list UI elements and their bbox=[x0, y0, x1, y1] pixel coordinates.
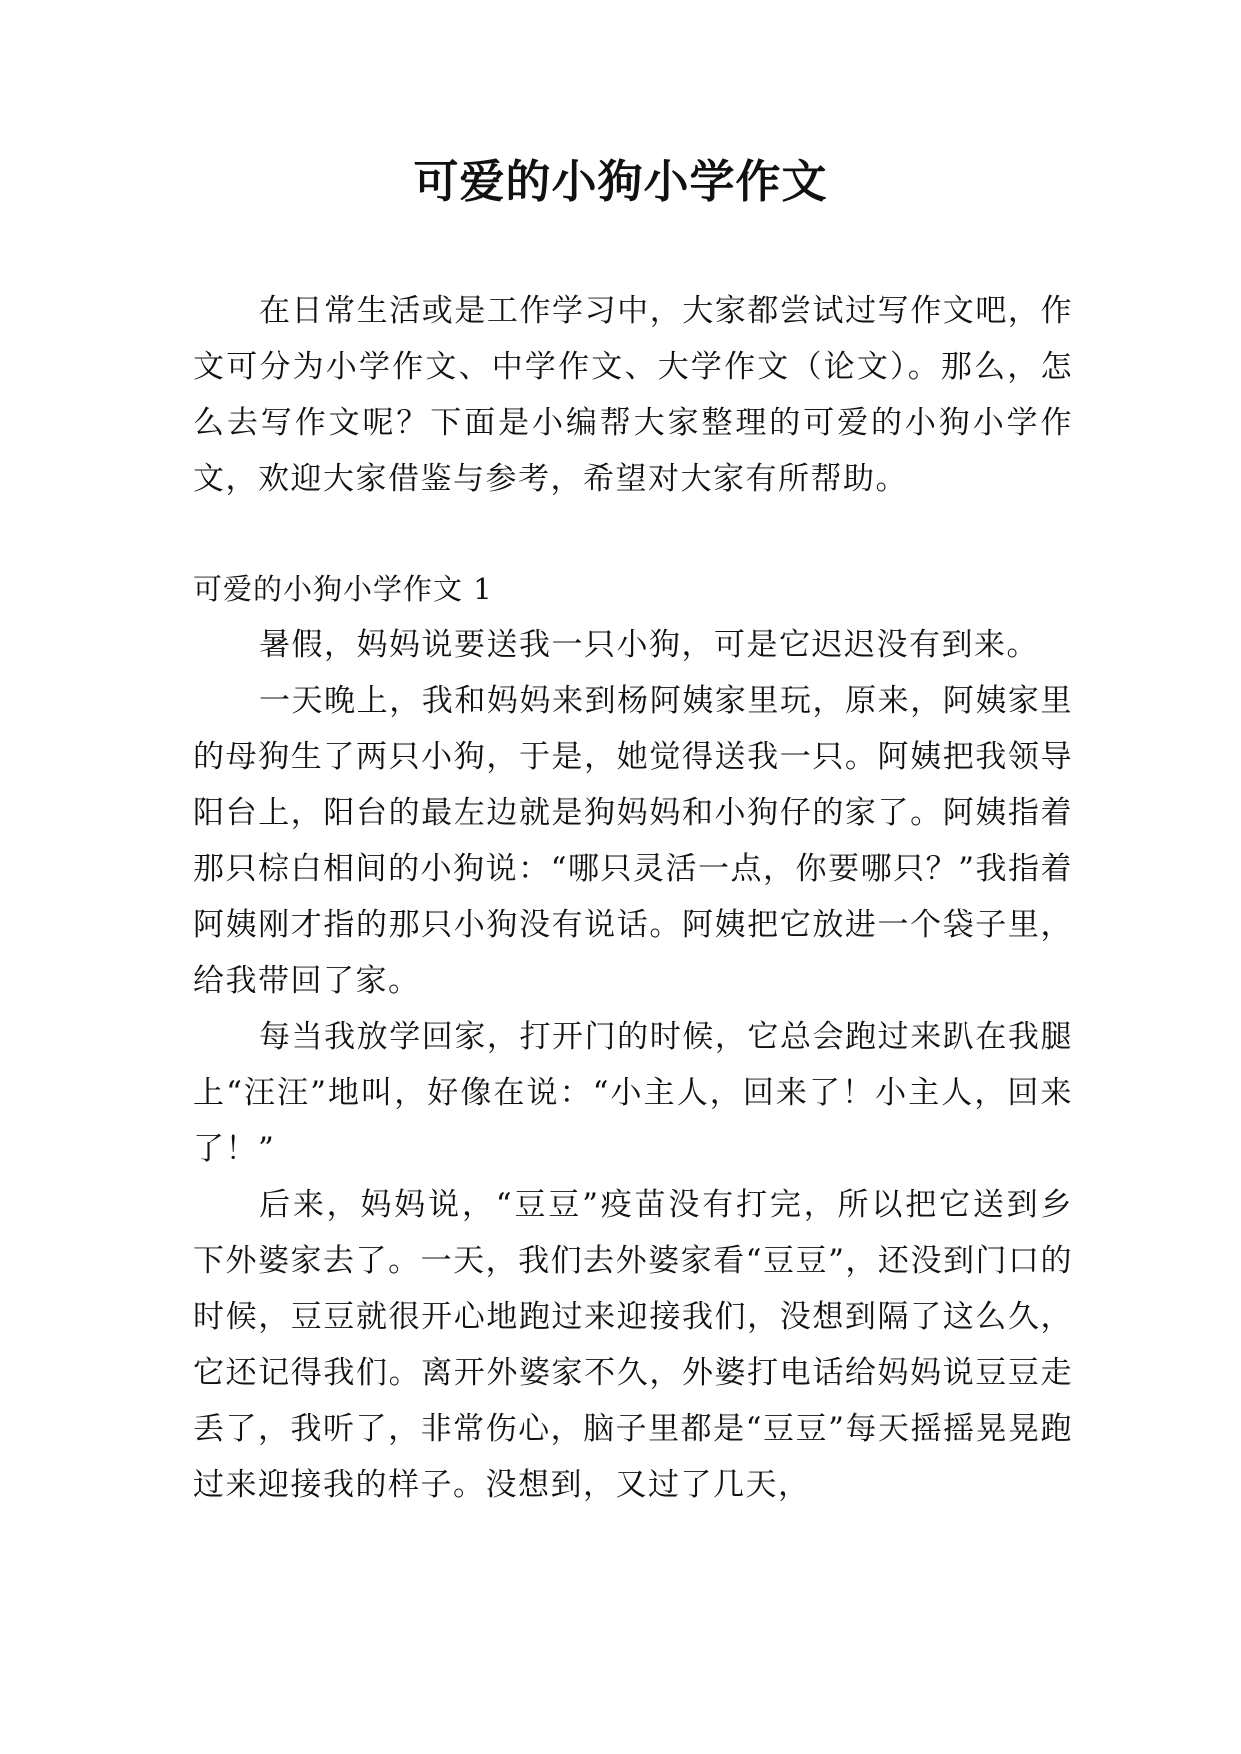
paragraph-3: 每当我放学回家，打开门的时候，它总会跑过来趴在我腿上“汪汪”地叫，好像在说：“小主人，回来了！小主人，回来了！” bbox=[193, 1019, 1073, 1167]
document-body bbox=[193, 283, 1073, 1513]
paragraph-2: 一天晚上，我和妈妈来到杨阿姨家里玩，原来，阿姨家里的母狗生了两只小狗，于是，她觉得送我一只。阿姨把我领导阳台上，阳台的最左边就是狗妈妈和小狗仔的家了。阿姨指着那只棕白相间的小狗说：“哪只灵活一点，你要哪只？”我指着阿姨刚才指的那只小狗没有说话。阿姨把它放进一个袋子里，给我带回了家。 bbox=[193, 683, 1073, 999]
page-title: 可爱的小狗小学作文 bbox=[413, 155, 828, 208]
paragraph-1: 暑假，妈妈说要送我一只小狗，可是它迟迟没有到来。 bbox=[259, 627, 1039, 663]
section-heading: 可爱的小狗小学作文 1 bbox=[193, 572, 493, 606]
paragraph-4: 后来，妈妈说，“豆豆”疫苗没有打完，所以把它送到乡下外婆家去了。一天，我们去外婆家看“豆豆”，还没到门口的时候，豆豆就很开心地跑过来迎接我们，没想到隔了这么久，它还记得我们。离开外婆家不久，外婆打电话给妈妈说豆豆走丢了，我听了，非常伤心，脑子里都是“豆豆”每天摇摇晃晃跑过来迎接我的样子。没想到，又过了几天， bbox=[193, 1187, 1073, 1503]
intro-paragraph: 在日常生活或是工作学习中，大家都尝试过写作文吧，作文可分为小学作文、中学作文、大学作文（论文）。那么，怎么去写作文呢？下面是小编帮大家整理的可爱的小狗小学作文，欢迎大家借鉴与参考，希望对大家有所帮助。 bbox=[193, 293, 1073, 497]
